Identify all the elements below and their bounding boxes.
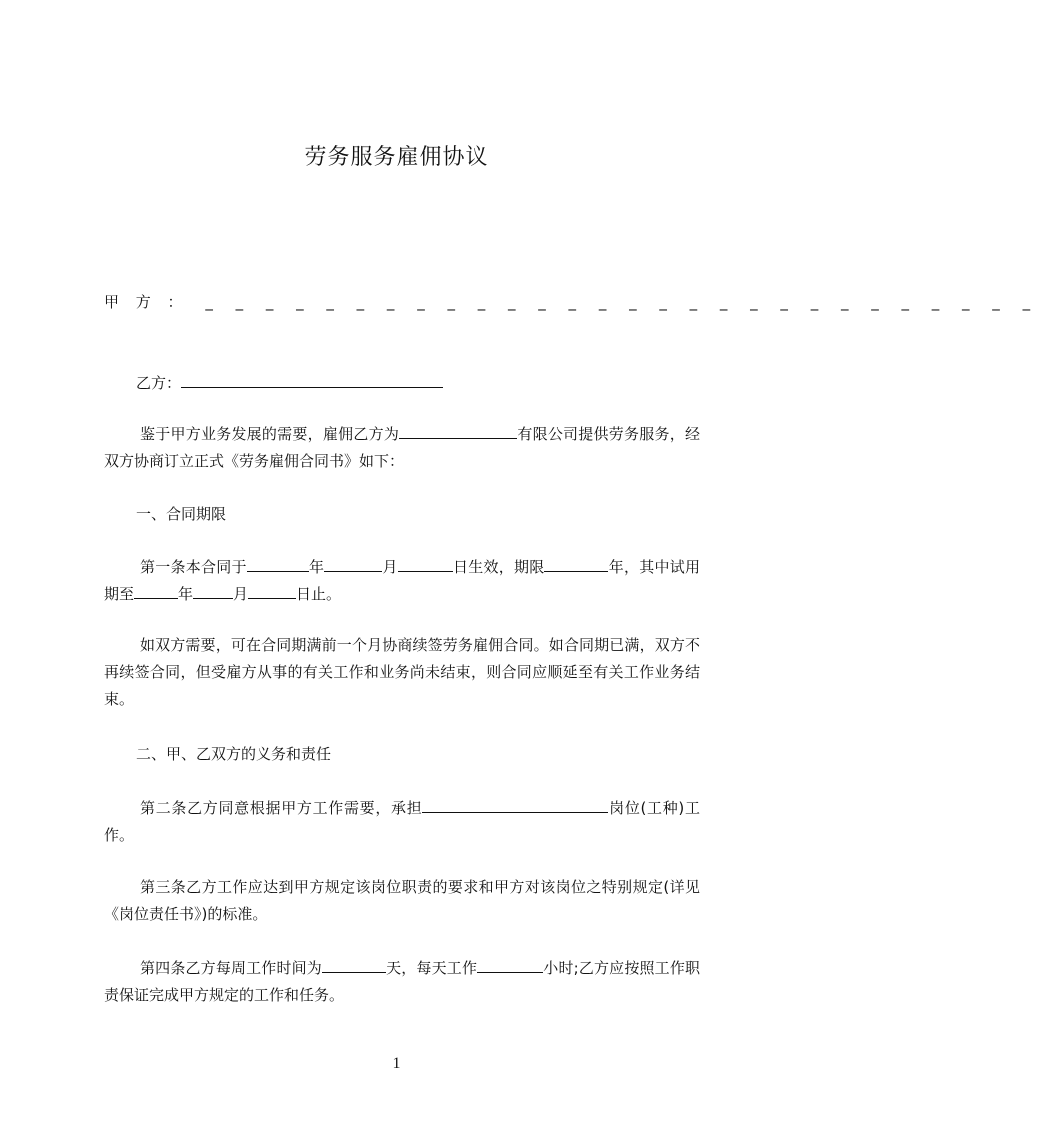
- intro-text-2: 有限公司提供劳务服务，经双方协商订立正式《劳务雇佣合同书》如下：: [104, 425, 700, 470]
- art1-month2: 月: [233, 585, 249, 603]
- start-year-blank: [247, 556, 309, 572]
- intro-paragraph: [104, 421, 700, 475]
- art2-text-2: 岗位(工种)工作。: [104, 799, 700, 844]
- party-a-label: 甲 方 ：: [104, 293, 189, 311]
- trial-month-blank: [193, 583, 233, 599]
- party-b-label: 乙方：: [136, 374, 182, 392]
- term-years-blank: [544, 556, 608, 572]
- page-number: 1: [392, 1055, 401, 1072]
- section-2-heading: 二、甲、乙双方的义务和责任: [136, 745, 332, 763]
- days-blank: [322, 957, 386, 973]
- renewal-paragraph: 如双方需要，可在合同期满前一个月协商续签劳务雇佣合同。如合同期已满，双方不再续签合同，但受雇方从事的有关工作和业务尚未结束，则合同应顺延至有关工作业务结束。: [104, 636, 700, 708]
- art2-text-1: 第二条乙方同意根据甲方工作需要，承担: [140, 799, 423, 817]
- art1-year: 年: [308, 558, 325, 576]
- company-blank: [399, 423, 517, 439]
- art1-text-1: 第一条本合同于: [140, 558, 247, 576]
- start-day-blank: [398, 556, 453, 572]
- article-3-paragraph: 第三条乙方工作应达到甲方规定该岗位职责的要求和甲方对该岗位之特别规定(详见《岗位责任书》)的标准。: [104, 878, 700, 923]
- party-a-line: [104, 292, 1039, 312]
- hours-blank: [477, 957, 543, 973]
- document-title: 劳务服务雇佣协议: [304, 145, 489, 170]
- start-month-blank: [324, 556, 382, 572]
- party-b-blank: [181, 372, 443, 388]
- party-b-line: [136, 372, 732, 393]
- art1-effective: 日生效，期限: [452, 558, 545, 576]
- post-blank: [422, 797, 608, 813]
- article-2-paragraph: [104, 795, 700, 849]
- party-a-blank: _ _ _ _ _ _ _ _ _ _ _ _ _ _ _ _ _ _ _ _ _ _ _ _ _ _ _ _: [205, 293, 1039, 311]
- section-1-heading: 一、合同期限: [136, 505, 227, 523]
- art1-month: 月: [382, 558, 398, 576]
- art4-text-1: 第四条乙方每周工作时间为: [140, 959, 322, 977]
- trial-day-blank: [248, 583, 296, 599]
- intro-text-1: 鉴于甲方业务发展的需要，雇佣乙方为: [140, 425, 400, 443]
- trial-year-blank: [134, 583, 178, 599]
- art1-year2: 年: [178, 585, 194, 603]
- article-4-paragraph: [104, 955, 700, 1009]
- art4-text-2: 天，每天工作: [385, 959, 478, 977]
- art4-text-3: 小时;乙方应按照工作职责保证完成甲方规定的工作和任务。: [104, 959, 700, 1004]
- art1-trial: 年，其中试用期至: [104, 558, 700, 603]
- article-1-paragraph: [104, 554, 700, 608]
- art1-end: 日止。: [296, 585, 342, 603]
